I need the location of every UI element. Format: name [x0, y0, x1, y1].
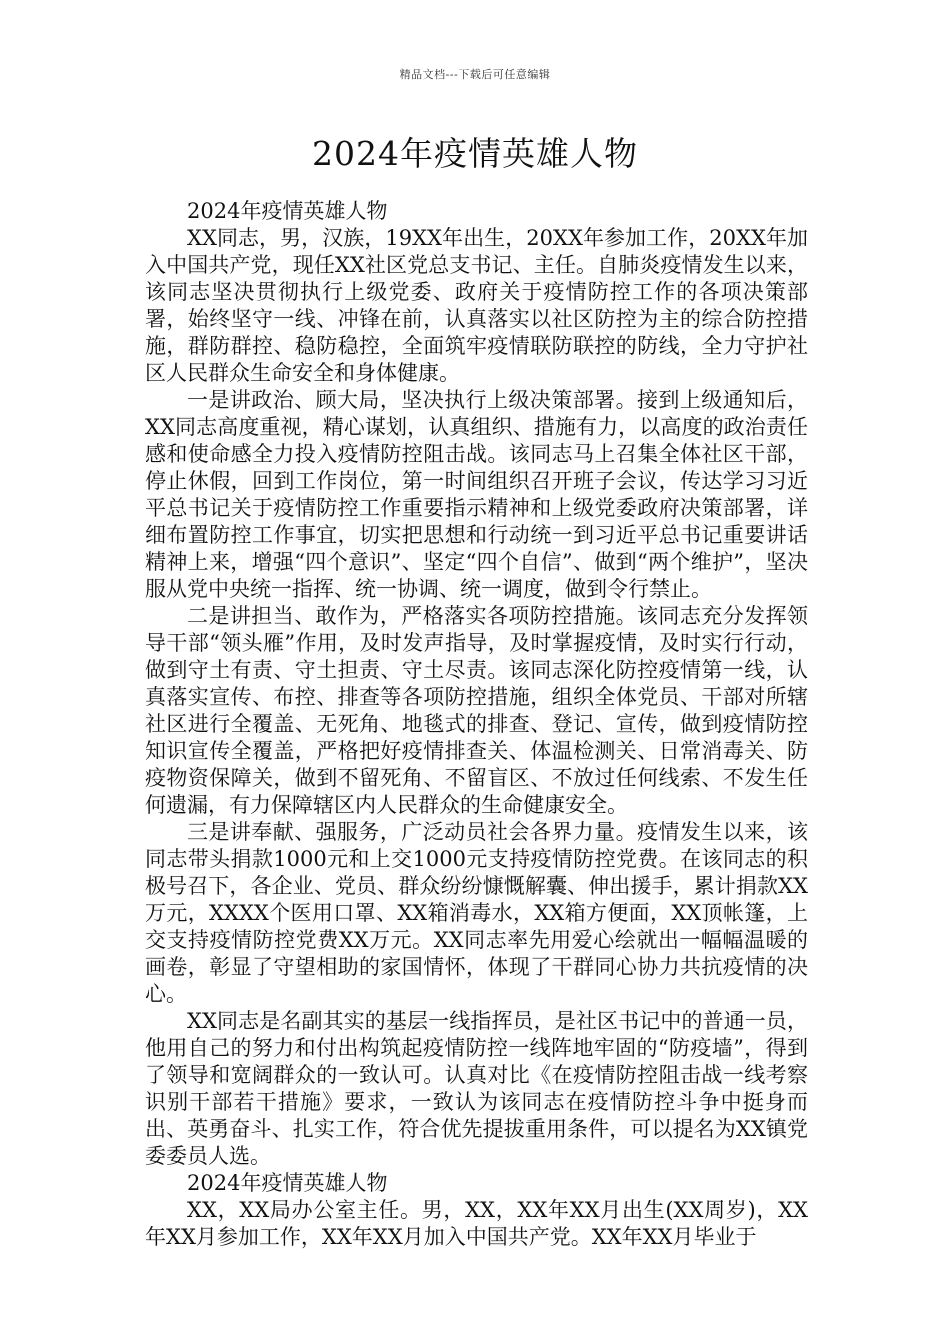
document-title: 2024年疫情英雄人物	[312, 134, 638, 173]
paragraph-responsibility: 二是讲担当、敢作为，严格落实各项防控措施。该同志充分发挥领导干部“领头雁”作用，及时发声指导，及时掌握疫情，及时实行行动，做到守土有责、守土担责、守土尽责。该同志深化防控疫情第一线，认真落实宣传、布控、排查等各项防控措施，组织全体党员、干部对所辖社区进行全覆盖、无死角、地毯式的排查、登记、宣传，做到疫情防控知识宣传全覆盖，严格把好疫情排查关、体温检测关、日常消毒关、防疫物资保障关，做到不留死角、不留盲区、不放过任何线索、不发生任何遗漏，有力保障辖区内人民群众的生命健康安全。	[145, 604, 808, 817]
paragraph-conclusion: XX同志是名副其实的基层一线指挥员，是社区书记中的普通一员，他用自己的努力和付出构筑起疫情防控一线阵地牢固的“防疫墙”，得到了领导和宽阔群众的一致认可。认真对比《在疫情防控阻击战一线考察识别干部若干措施》要求，一致认为该同志在疫情防控斗争中挺身而出、英勇奋斗、扎实工作，符合优先提拔重用条件，可以提名为XX镇党委委员人选。	[145, 1009, 808, 1168]
paragraph-intro: XX同志，男，汉族，19XX年出生，20XX年参加工作，20XX年加入中国共产党，现任XX社区党总支书记、主任。自肺炎疫情发生以来，该同志坚决贯彻执行上级党委、政府关于疫情防控工作的各项决策部署，始终坚守一线、冲锋在前，认真落实以社区防控为主的综合防控措施，群防群控、稳防稳控，全面筑牢疫情联防联控的防线，全力守护社区人民群众生命安全和身体健康。	[145, 226, 808, 385]
paragraph-second-person: XX，XX局办公室主任。男，XX，XX年XX月出生(XX周岁)，XX年XX月参加工作，XX年XX月加入中国共产党。XX年XX月毕业于	[145, 1198, 808, 1249]
document-body	[145, 198, 808, 1251]
paragraph-politics: 一是讲政治、顾大局，坚决执行上级决策部署。接到上级通知后，XX同志高度重视，精心谋划，认真组织、措施有力，以高度的政治责任感和使命感全力投入疫情防控阻击战。该同志马上召集全体社区干部，停止休假，回到工作岗位，第一时间组织召开班子会议，传达学习习近平总书记关于疫情防控工作重要指示精神和上级党委政府决策部署，详细布置防控工作事宜，切实把思想和行动统一到习近平总书记重要讲话精神上来，增强“四个意识”、坚定“四个自信”、做到“两个维护”，坚决服从党中央统一指挥、统一协调、统一调度，做到令行禁止。	[145, 388, 808, 601]
header-note: 精品文档---下载后可任意编辑	[399, 68, 551, 81]
paragraph-dedication: 三是讲奉献、强服务，广泛动员社会各界力量。疫情发生以来，该同志带头捐款1000元和上交1000元支持疫情防控党费。在该同志的积极号召下，各企业、党员、群众纷纷慷慨解囊、伸出援手，累计捐款XX万元，XXXX个医用口罩、XX箱消毒水，XX箱方便面，XX顶帐篷，上交支持疫情防控党费XX万元。XX同志率先用爱心绘就出一幅幅温暖的画卷，彰显了守望相助的家国情怀，体现了干群同心协力共抗疫情的决心。	[145, 820, 808, 1006]
paragraph-subtitle: 2024年疫情英雄人物	[187, 199, 388, 223]
paragraph-subtitle-2: 2024年疫情英雄人物	[187, 1171, 388, 1195]
